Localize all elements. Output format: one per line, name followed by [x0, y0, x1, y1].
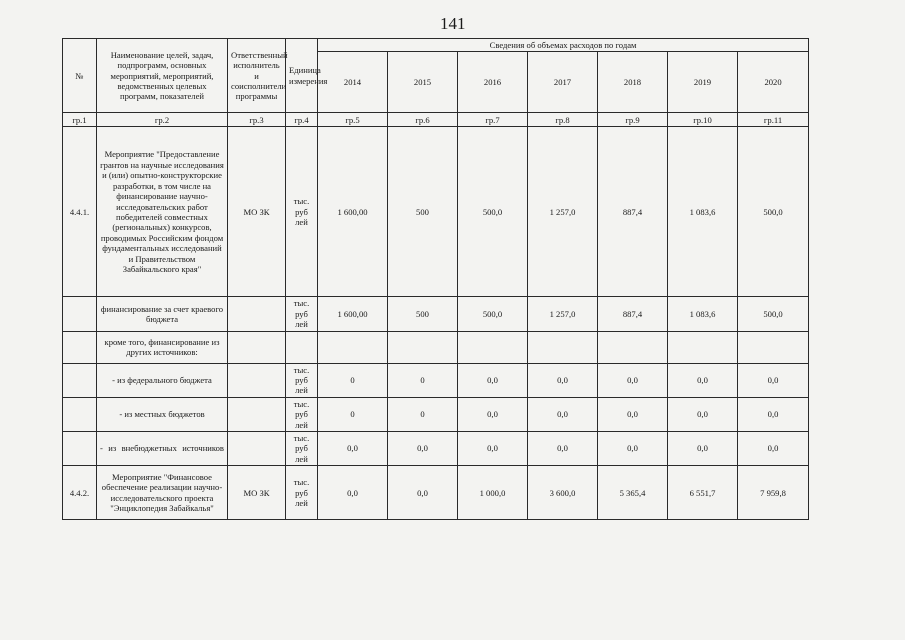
table-row [63, 432, 809, 466]
row-value: 0,0 [458, 363, 528, 397]
group-label: гр.9 [598, 113, 668, 127]
row-value: 0,0 [598, 432, 668, 466]
row-value: 0,0 [458, 397, 528, 431]
row-value: 0 [318, 397, 388, 431]
row-exec: МО ЗК [228, 466, 286, 520]
row-name: Мероприятие "Финансовое обеспечение реализации научно-исследовательского проекта "Энциклопедия Забайкалья" [97, 466, 228, 520]
header-year: 2020 [738, 52, 809, 113]
row-exec [228, 331, 286, 363]
row-value [738, 331, 809, 363]
row-value: 500,0 [458, 297, 528, 331]
group-label: гр.4 [286, 113, 318, 127]
row-value: 0,0 [528, 363, 598, 397]
row-exec [228, 363, 286, 397]
row-value: 500,0 [458, 127, 528, 297]
row-value [388, 331, 458, 363]
row-unit: тыс. руб лей [286, 297, 318, 331]
row-value: 0,0 [668, 397, 738, 431]
group-label: гр.6 [388, 113, 458, 127]
row-value [318, 331, 388, 363]
row-value: 1 257,0 [528, 127, 598, 297]
row-value: 1 083,6 [668, 297, 738, 331]
row-value: 0 [388, 397, 458, 431]
table-row [63, 297, 809, 331]
header-year: 2014 [318, 52, 388, 113]
table-row [63, 397, 809, 431]
row-unit: тыс. руб лей [286, 432, 318, 466]
row-num [63, 331, 97, 363]
row-value: 500,0 [738, 297, 809, 331]
group-label: гр.1 [63, 113, 97, 127]
header-expenses: Сведения об объемах расходов по годам [318, 39, 809, 52]
row-exec [228, 397, 286, 431]
row-name: - из внебюджетных источников [97, 432, 228, 466]
row-value: 500 [388, 297, 458, 331]
row-value: 1 257,0 [528, 297, 598, 331]
table-row [63, 127, 809, 297]
row-value [458, 331, 528, 363]
row-num [63, 432, 97, 466]
row-value: 887,4 [598, 297, 668, 331]
row-value: 0,0 [528, 397, 598, 431]
row-value: 1 600,00 [318, 127, 388, 297]
row-value: 1 000,0 [458, 466, 528, 520]
row-value: 0,0 [598, 397, 668, 431]
row-exec: МО ЗК [228, 127, 286, 297]
row-name: Мероприятие "Предоставление грантов на научные исследования и (или) опытно-конструкторские разработки, в том числе на финансирование научно-исследовательских работ победителей совместных (региональных) конкурсов, проводимых Российским фондом фундаментальных исследований и Правительством Забайкальского края" [97, 127, 228, 297]
row-exec [228, 297, 286, 331]
header-year: 2018 [598, 52, 668, 113]
row-name: - из федерального бюджета [97, 363, 228, 397]
row-value: 0,0 [388, 466, 458, 520]
table-row [63, 466, 809, 520]
header-year: 2017 [528, 52, 598, 113]
group-label: гр.7 [458, 113, 528, 127]
row-value: 1 600,00 [318, 297, 388, 331]
group-label: гр.8 [528, 113, 598, 127]
group-label: гр.11 [738, 113, 809, 127]
row-value: 500 [388, 127, 458, 297]
header-year: 2019 [668, 52, 738, 113]
row-num: 4.4.2. [63, 466, 97, 520]
row-value: 0,0 [318, 432, 388, 466]
table-row [63, 363, 809, 397]
row-num [63, 363, 97, 397]
row-value: 0,0 [388, 432, 458, 466]
row-value: 0,0 [318, 466, 388, 520]
header-year: 2015 [388, 52, 458, 113]
row-value [528, 331, 598, 363]
group-label: гр.2 [97, 113, 228, 127]
row-unit: тыс. руб лей [286, 363, 318, 397]
group-label: гр.10 [668, 113, 738, 127]
header-unit: Единица измерения [286, 39, 318, 113]
page-number: 141 [440, 14, 466, 33]
row-value: 0 [388, 363, 458, 397]
row-value: 0 [318, 363, 388, 397]
row-num: 4.4.1. [63, 127, 97, 297]
row-num [63, 397, 97, 431]
row-value: 0,0 [528, 432, 598, 466]
row-value: 0,0 [738, 397, 809, 431]
expenses-table [62, 38, 809, 520]
row-unit: тыс. руб лей [286, 127, 318, 297]
row-name: финансирование за счет краевого бюджета [97, 297, 228, 331]
row-value: 0,0 [458, 432, 528, 466]
group-label: гр.3 [228, 113, 286, 127]
row-value [668, 331, 738, 363]
row-value: 3 600,0 [528, 466, 598, 520]
row-value: 0,0 [738, 363, 809, 397]
row-value: 0,0 [668, 363, 738, 397]
row-value: 0,0 [598, 363, 668, 397]
row-value: 500,0 [738, 127, 809, 297]
header-year: 2016 [458, 52, 528, 113]
row-name: кроме того, финансирование из других источников: [97, 331, 228, 363]
row-value: 7 959,8 [738, 466, 809, 520]
row-value [598, 331, 668, 363]
header-num: № [63, 39, 97, 113]
row-unit: тыс. руб лей [286, 397, 318, 431]
row-exec [228, 432, 286, 466]
row-name: - из местных бюджетов [97, 397, 228, 431]
row-value: 0,0 [738, 432, 809, 466]
row-unit [286, 331, 318, 363]
header-name: Наименование целей, задач, подпрограмм, основных мероприятий, мероприятий, ведомственных целевых программ, показателей [97, 39, 228, 113]
row-value: 1 083,6 [668, 127, 738, 297]
row-value: 6 551,7 [668, 466, 738, 520]
group-label: гр.5 [318, 113, 388, 127]
row-unit: тыс. руб лей [286, 466, 318, 520]
row-value: 5 365,4 [598, 466, 668, 520]
row-value: 887,4 [598, 127, 668, 297]
row-value: 0,0 [668, 432, 738, 466]
row-num [63, 297, 97, 331]
header-exec: Ответственный исполнитель и соисполнители программы [228, 39, 286, 113]
table-row [63, 331, 809, 363]
